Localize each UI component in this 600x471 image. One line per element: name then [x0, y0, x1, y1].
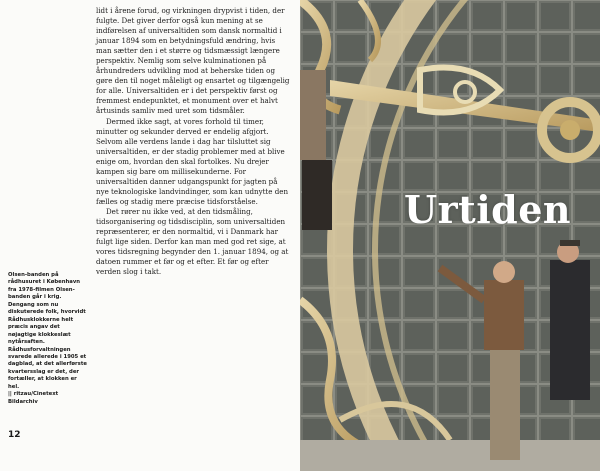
- chapter-title: Urtiden: [404, 187, 572, 232]
- clock-photo-illustration: [300, 0, 600, 471]
- body-text-column: [96, 6, 292, 277]
- body-paragraph-2: Dermed ikke sagt, at vores forhold til timer, minutter og sekunder derved er endelig afgjort. Selvom alle verdens lande i dag har tilsluttet sig universaltiden, er der stadig problemer med at blive enige om, hvordan den skal fortolkes. Nu drejer kampen sig bare om millisekunderne. For universaltiden danner udgangspunkt for jagten på nye teknologiske landvindinger, som kan udnytte den fælles og stadig mere præcise tidsforståelse.: [96, 116, 289, 206]
- photo-credit: || ritzau/Cinetext Bildarchiv: [8, 391, 59, 405]
- photo-caption: [8, 272, 88, 406]
- body-paragraph-3: Det rører nu ikke ved, at den tidsmåling, tidsorganisering og tidsdisciplin, som universaltiden repræsenterer, er den normaltid, vi i Danmark har fulgt lige siden. Derfor kan man med god ret sige, at vores tidsregning begynder den 1. januar 1894, og at datoen rummer et før og et efter. Et før og efter verden slog i takt.: [96, 206, 289, 277]
- page-number: 12: [8, 430, 21, 440]
- photo-clock-face: [300, 0, 600, 471]
- caption-text: Olsen-banden på rådhusuret i København fra 1978-filmen Olsen-banden går i krig. Dengang som nu diskuterede folk, hvorvidt Rådhusklokkerne helt præcis angav det nøjagtige klokkeslæt nytårsaften. Rådhusforvaltningen svarede allerede i 1905 et dagblad, at det allerførste kvartersslag er det, der fortæller, at klokken er hel.: [8, 272, 87, 390]
- body-paragraph-1: lidt i årene forud, og virkningen drypvist i tiden, der fulgte. Det giver derfor også kun mening at se indførelsen af universaltiden som dansk normaltid i januar 1894 som en betydningsfuld ændring, hvis man sætter den i et større og tidsmæssigt længere perspektiv. Nemlig som selve kulminationen på århundreders udvikling mod at beherske tiden og gøre den til noget måleligt og ensartet og tilgængelig for alle. Universaltiden er i det perspektiv først og fremmest endepunktet, et monument over et halvt årtusinds samliv med uret som tidsmåler.: [96, 6, 290, 116]
